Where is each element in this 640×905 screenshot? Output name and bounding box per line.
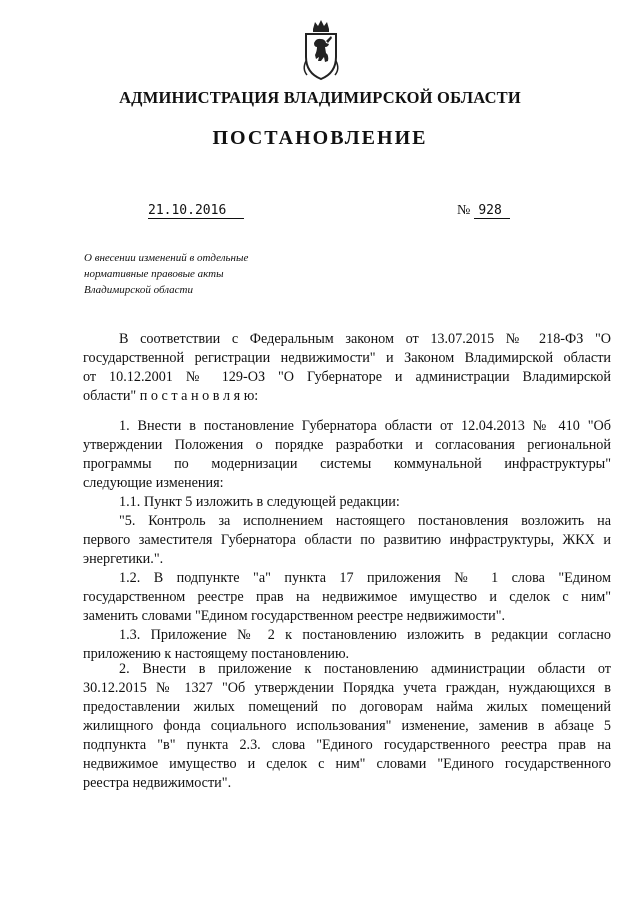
section-1 <box>83 417 611 664</box>
text-line: 2. Внести в приложение к постановлению администрации области от <box>119 661 611 677</box>
text-line: 1.2. В подпункте "а" пункта 17 приложения № 1 слова "Едином <box>119 570 611 586</box>
date-value: 21.10.2016 <box>148 203 244 219</box>
text-line: жилищного фонда социального использования" изменение, заменив в абзаце 5 <box>83 718 611 734</box>
text-line: от 10.12.2001 № 129-ОЗ "О Губернаторе и администрации Владимирской <box>83 369 611 385</box>
text-line: 1.1. Пункт 5 изложить в следующей редакции: <box>119 494 400 510</box>
text-line: приложению к настоящему постановлению. <box>83 646 350 662</box>
text-line: предоставлении жилых помещений по договорам найма жилых помещений <box>83 699 611 715</box>
document-subject <box>84 250 304 298</box>
text-line: программы по модернизации системы коммунальной инфраструктуры" <box>83 456 611 472</box>
text-line: следующие изменения: <box>83 475 224 491</box>
text-line: государственной регистрации недвижимости" и Законом Владимирской области <box>83 350 611 366</box>
section-2 <box>83 660 611 793</box>
text-line: 30.12.2015 № 1327 "Об утверждении Порядка учета граждан, нуждающихся в <box>83 680 611 696</box>
text-line: государственном реестре прав на недвижимое имущество и сделок с ним" <box>83 589 611 605</box>
preamble-paragraph <box>83 330 611 406</box>
text-line: 1.3. Приложение № 2 к постановлению изложить в редакции согласно <box>119 627 611 643</box>
coat-of-arms-icon <box>301 17 341 81</box>
text-line: "5. Контроль за исполнением настоящего постановления возложить на <box>119 513 611 529</box>
number-label: № <box>457 203 471 218</box>
document-number <box>457 203 510 219</box>
number-value: 928 <box>474 203 509 219</box>
text-line: 1. Внести в постановление Губернатора области от 12.04.2013 № 410 "Об <box>119 418 611 434</box>
organization-title: АДМИНИСТРАЦИЯ ВЛАДИМИРСКОЙ ОБЛАСТИ <box>119 88 521 107</box>
text-line: области" п о с т а н о в л я ю: <box>83 388 259 404</box>
text-line: В соответствии с Федеральным законом от 13.07.2015 № 218-ФЗ "О <box>119 331 611 347</box>
text-line: первого заместителя Губернатора области по развитию инфраструктуры, ЖКХ и <box>83 532 611 548</box>
text-line: подпункта "в" пункта 2.3. слова "Единого государственного реестра прав на <box>83 737 611 753</box>
text-line: реестра недвижимости". <box>83 775 232 791</box>
subject-line: О внесении изменений в отдельные <box>84 252 249 264</box>
text-line: энергетики.". <box>83 551 164 567</box>
document-type-title: ПОСТАНОВЛЕНИЕ <box>212 127 428 149</box>
subject-line: нормативные правовые акты <box>84 268 224 280</box>
text-line: недвижимое имущество и сделок с ним" словами "Единого государственного <box>83 756 611 772</box>
document-date <box>148 203 244 219</box>
subject-line: Владимирской области <box>84 284 193 296</box>
text-line: утверждении Положения о порядке разработки и согласования региональной <box>83 437 611 453</box>
text-line: заменить словами "Едином государственном реестре недвижимости". <box>83 608 506 624</box>
